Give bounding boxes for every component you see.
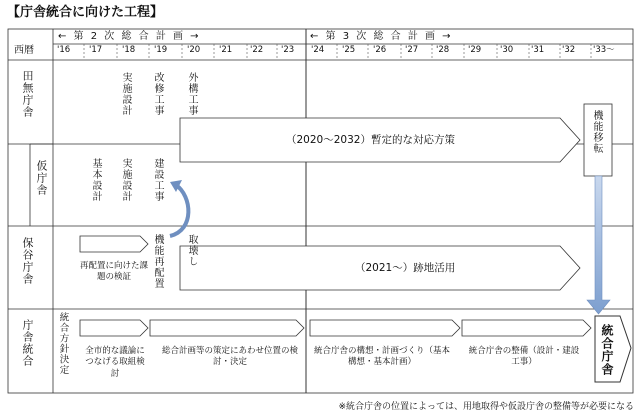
move-down-arrow [587,176,610,314]
year-label: '27 [405,45,419,55]
row-label-togo: 庁舎統合 [21,319,34,367]
era-label: 西暦 [14,45,34,56]
interim-arrow-label: （2020〜2032）暫定的な対応方策 [286,134,455,146]
togo-policy: 統合方針決定 [57,312,69,375]
year-label: '23 [281,45,295,55]
year-label: '33〜 [593,45,615,55]
page-title: 【庁舎統合に向けた工程】 [7,5,164,20]
year-label: '28 [436,45,450,55]
tamu-renovation: 改修工事 [152,72,163,116]
plan-arrow-3 [310,320,460,336]
year-label: '26 [373,45,387,55]
year-label: '21 [219,45,233,55]
phase2-header: ← 第 2 次 総 合 計 画 → [58,31,201,42]
row-label-hoya: 保谷庁舎 [21,237,34,285]
year-label: '17 [89,45,103,55]
row-label-kari: 仮庁舎 [35,160,48,196]
togo-consensus: 全市的な議論につなげる取組検討 [85,346,145,379]
hoya-issues: 再配置に向けた課題の検証 [80,261,149,283]
year-label: '25 [342,45,356,55]
plan-arrow-2 [150,320,304,336]
footnote: ※統合庁舎の位置によっては、用地取得や仮設庁舎の整備等が必要になる [338,402,634,412]
final-label: 統合庁舎 [600,324,614,376]
year-label: '24 [311,45,325,55]
hoya-demolish: 取壊し [186,234,197,267]
year-label: '22 [250,45,264,55]
year-label: '16 [57,45,71,55]
togo-plan: 総合計画等の策定にあわせ位置の検討・決定 [161,346,298,368]
year-row [53,46,633,58]
year-label: '29 [468,45,482,55]
year-label: '31 [531,45,545,55]
move-label: 機能移転 [591,110,602,154]
hoya-reloc: 機能再配置 [152,234,163,289]
tamu-impl-design: 実施設計 [120,72,131,116]
plan-arrow-1 [80,320,148,336]
curve-arrow [170,185,188,236]
year-label: '18 [122,45,136,55]
year-label: '30 [500,45,514,55]
issue-arrow [80,236,148,252]
year-label: '20 [187,45,201,55]
togo-concept: 統合庁舎の構想・計画づくり（基本構想・基本計画） [313,346,450,368]
reuse-arrow-label: （2021〜）跡地活用 [355,262,456,274]
row-label-tamu: 田無庁舎 [21,70,34,118]
kari-impl-design: 実施設計 [120,158,131,202]
kari-basic-design: 基本設計 [90,158,101,202]
tamu-exterior: 外構工事 [186,72,197,116]
kari-construction: 建設工事 [152,158,163,202]
togo-build: 統合庁舎の整備（設計・建設工事） [468,346,580,368]
plan-arrow-4 [462,320,591,336]
phase3-header: ← 第 3 次 総 合 計 画 → [310,31,453,42]
year-label: '32 [562,45,576,55]
year-label: '19 [154,45,168,55]
